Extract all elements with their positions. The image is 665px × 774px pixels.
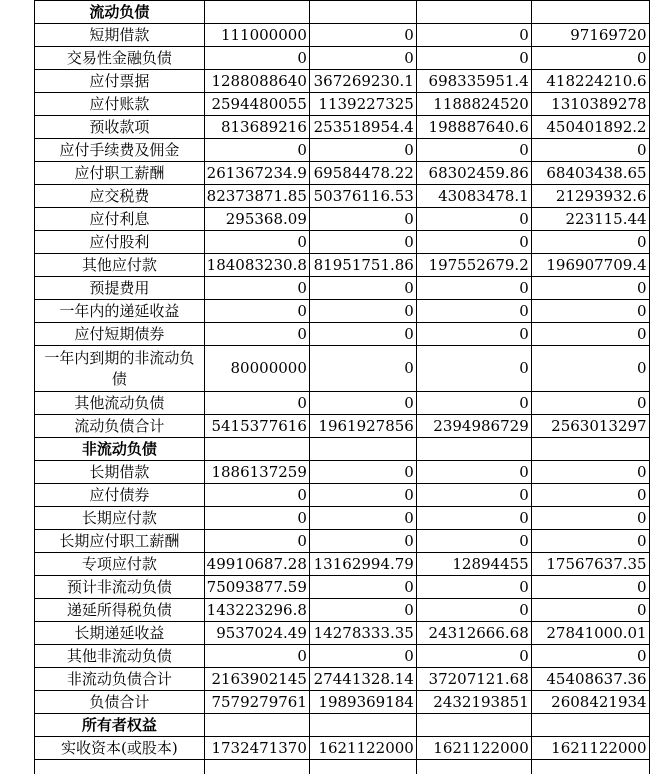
value-cell[interactable]: 1886137259 [204, 461, 309, 484]
value-cell[interactable]: 49910687.28 [204, 553, 309, 576]
value-cell[interactable]: 0 [416, 231, 531, 254]
table-row [0, 300, 665, 323]
row-label[interactable]: 交易性金融负债 [35, 47, 205, 70]
value-cell[interactable]: 0 [204, 530, 309, 553]
value-cell[interactable]: 0 [309, 507, 416, 530]
value-cell[interactable]: 37207121.68 [416, 668, 531, 691]
value-cell[interactable]: 12894455 [416, 553, 531, 576]
row-label[interactable]: 应付手续费及佣金 [35, 139, 205, 162]
value-cell[interactable]: 97169720 [531, 24, 649, 47]
table-row [0, 185, 665, 208]
value-cell[interactable]: 0 [204, 231, 309, 254]
value-cell[interactable]: 698335951.4 [416, 70, 531, 93]
value-cell[interactable]: 1732471370 [204, 737, 309, 760]
table-row [0, 139, 665, 162]
row-label[interactable]: 应付债券 [35, 484, 205, 507]
value-cell[interactable]: 2432193851 [416, 691, 531, 714]
value-cell[interactable]: 1188824520 [416, 93, 531, 116]
section-header[interactable]: 非流动负债 [35, 438, 205, 461]
value-cell[interactable]: 0 [531, 576, 649, 599]
row-label[interactable]: 应付职工薪酬 [35, 162, 205, 185]
table-row [0, 323, 665, 346]
row-label[interactable]: 一年内的递延收益 [35, 300, 205, 323]
table-row [0, 208, 665, 231]
row-label[interactable]: 其他应付款 [35, 254, 205, 277]
table-row [0, 231, 665, 254]
value-cell[interactable]: 0 [416, 277, 531, 300]
value-cell[interactable]: 50376116.53 [309, 185, 416, 208]
section-row [0, 1, 665, 24]
value-cell[interactable]: 13162994.79 [309, 553, 416, 576]
row-label[interactable]: 其他流动负债 [35, 392, 205, 415]
value-cell[interactable]: 1139227325 [309, 93, 416, 116]
value-cell[interactable]: 0 [309, 392, 416, 415]
value-cell[interactable]: 0 [204, 139, 309, 162]
table-row [0, 645, 665, 668]
value-cell[interactable]: 813689216 [204, 116, 309, 139]
row-label[interactable]: 应付利息 [35, 208, 205, 231]
value-cell[interactable]: 0 [416, 461, 531, 484]
value-cell[interactable]: 0 [531, 139, 649, 162]
table-row [0, 116, 665, 139]
value-cell[interactable]: 0 [416, 576, 531, 599]
table-row [0, 47, 665, 70]
value-cell[interactable]: 81951751.86 [309, 254, 416, 277]
value-cell[interactable]: 1961927856 [309, 415, 416, 438]
row-label[interactable]: 递延所得税负债 [35, 599, 205, 622]
value-cell[interactable]: 0 [531, 323, 649, 346]
value-cell[interactable]: 17567637.35 [531, 553, 649, 576]
value-cell[interactable]: 223115.44 [531, 208, 649, 231]
value-cell[interactable]: 0 [309, 24, 416, 47]
value-cell[interactable]: 68403438.65 [531, 162, 649, 185]
value-cell[interactable]: 0 [309, 139, 416, 162]
value-cell[interactable]: 111000000 [204, 24, 309, 47]
section-header[interactable]: 流动负债 [35, 1, 205, 24]
table-row [0, 93, 665, 116]
section-row [0, 714, 665, 737]
value-cell[interactable]: 0 [204, 277, 309, 300]
table-row [0, 530, 665, 553]
row-label[interactable]: 预收款项 [35, 116, 205, 139]
value-cell[interactable]: 0 [531, 300, 649, 323]
table-row [0, 24, 665, 47]
value-cell[interactable]: 0 [204, 645, 309, 668]
value-cell[interactable]: 0 [416, 507, 531, 530]
table-row [0, 599, 665, 622]
value-cell[interactable]: 0 [416, 47, 531, 70]
value-cell[interactable]: 43083478.1 [416, 185, 531, 208]
value-cell[interactable]: 82373871.85 [204, 185, 309, 208]
empty-cell[interactable] [531, 1, 649, 24]
value-cell[interactable]: 0 [204, 47, 309, 70]
value-cell[interactable]: 418224210.6 [531, 70, 649, 93]
value-cell[interactable]: 0 [309, 47, 416, 70]
value-cell[interactable]: 2563013297 [531, 415, 649, 438]
value-cell[interactable]: 0 [416, 139, 531, 162]
empty-cell[interactable] [531, 438, 649, 461]
table-row [0, 484, 665, 507]
value-cell[interactable]: 0 [531, 346, 649, 392]
table-row [0, 415, 665, 438]
value-cell[interactable]: 261367234.9 [204, 162, 309, 185]
value-cell[interactable]: 0 [416, 392, 531, 415]
table-row [0, 553, 665, 576]
value-cell[interactable]: 0 [531, 507, 649, 530]
row-label[interactable]: 应付票据 [35, 70, 205, 93]
value-cell[interactable]: 0 [416, 208, 531, 231]
row-label[interactable]: 应付账款 [35, 93, 205, 116]
section-header[interactable]: 所有者权益 [35, 714, 205, 737]
section-row [0, 438, 665, 461]
row-label[interactable]: 长期借款 [35, 461, 205, 484]
row-label[interactable]: 长期递延收益 [35, 622, 205, 645]
row-label[interactable]: 其他非流动负债 [35, 645, 205, 668]
value-cell[interactable]: 68302459.86 [416, 162, 531, 185]
empty-cell[interactable] [309, 438, 416, 461]
row-label[interactable]: 长期应付款 [35, 507, 205, 530]
value-cell[interactable]: 14278333.35 [309, 622, 416, 645]
value-cell[interactable]: 0 [531, 392, 649, 415]
value-cell[interactable]: 0 [309, 323, 416, 346]
value-cell[interactable]: 0 [309, 530, 416, 553]
value-cell[interactable]: 27441328.14 [309, 668, 416, 691]
empty-cell[interactable] [204, 1, 309, 24]
table-row [0, 254, 665, 277]
value-cell[interactable]: 5415377616 [204, 415, 309, 438]
value-cell[interactable]: 0 [309, 300, 416, 323]
row-label[interactable]: 实收资本(或股本) [35, 737, 205, 760]
empty-cell[interactable] [204, 714, 309, 737]
value-cell[interactable]: 21293932.6 [531, 185, 649, 208]
table-row [0, 162, 665, 185]
value-cell[interactable]: 0 [416, 24, 531, 47]
value-cell[interactable]: 0 [416, 300, 531, 323]
table-row [0, 622, 665, 645]
empty-cell[interactable] [309, 1, 416, 24]
table-row [0, 691, 665, 714]
value-cell[interactable]: 450401892.2 [531, 116, 649, 139]
value-cell[interactable]: 0 [416, 346, 531, 392]
value-cell[interactable]: 0 [531, 277, 649, 300]
table-row [0, 737, 665, 760]
value-cell[interactable]: 196907709.4 [531, 254, 649, 277]
value-cell[interactable]: 0 [204, 484, 309, 507]
value-cell[interactable]: 0 [531, 484, 649, 507]
row-label[interactable]: 专项应付款 [35, 553, 205, 576]
value-cell[interactable]: 1621122000 [309, 737, 416, 760]
row-label[interactable]: 负债合计 [35, 691, 205, 714]
row-label[interactable]: 非流动负债合计 [35, 668, 205, 691]
value-cell[interactable]: 0 [531, 645, 649, 668]
value-cell[interactable]: 295368.09 [204, 208, 309, 231]
value-cell[interactable]: 143223296.8 [204, 599, 309, 622]
row-label[interactable]: 流动负债合计 [35, 415, 205, 438]
empty-cell[interactable] [416, 438, 531, 461]
value-cell[interactable]: 0 [531, 47, 649, 70]
value-cell[interactable]: 1621122000 [416, 737, 531, 760]
empty-cell[interactable] [416, 714, 531, 737]
value-cell[interactable]: 69584478.22 [309, 162, 416, 185]
value-cell[interactable]: 0 [416, 323, 531, 346]
table-row [0, 461, 665, 484]
value-cell[interactable]: 0 [309, 645, 416, 668]
value-cell[interactable]: 184083230.8 [204, 254, 309, 277]
value-cell[interactable]: 1310389278 [531, 93, 649, 116]
value-cell[interactable]: 197552679.2 [416, 254, 531, 277]
empty-cell[interactable] [309, 714, 416, 737]
value-cell[interactable]: 0 [204, 392, 309, 415]
value-cell[interactable]: 80000000 [204, 346, 309, 392]
row-label[interactable]: 应交税费 [35, 185, 205, 208]
value-cell[interactable]: 2594480055 [204, 93, 309, 116]
empty-cell[interactable] [204, 438, 309, 461]
value-cell[interactable]: 0 [416, 599, 531, 622]
value-cell[interactable]: 7579279761 [204, 691, 309, 714]
value-cell[interactable]: 367269230.1 [309, 70, 416, 93]
value-cell[interactable]: 0 [309, 346, 416, 392]
value-cell[interactable]: 0 [309, 208, 416, 231]
table-row [0, 507, 665, 530]
row-label[interactable]: 预提费用 [35, 277, 205, 300]
value-cell[interactable]: 0 [204, 323, 309, 346]
row-label[interactable]: 应付短期债券 [35, 323, 205, 346]
value-cell[interactable]: 198887640.6 [416, 116, 531, 139]
value-cell[interactable]: 253518954.4 [309, 116, 416, 139]
value-cell[interactable]: 0 [531, 461, 649, 484]
value-cell[interactable]: 27841000.01 [531, 622, 649, 645]
value-cell[interactable]: 0 [531, 599, 649, 622]
value-cell[interactable]: 1288088640 [204, 70, 309, 93]
value-cell[interactable]: 0 [204, 300, 309, 323]
row-label[interactable]: 短期借款 [35, 24, 205, 47]
empty-cell[interactable] [416, 1, 531, 24]
value-cell[interactable]: 0 [531, 530, 649, 553]
row-label[interactable]: 预计非流动负债 [35, 576, 205, 599]
row-label[interactable]: 应付股利 [35, 231, 205, 254]
value-cell[interactable]: 2394986729 [416, 415, 531, 438]
value-cell[interactable]: 1989369184 [309, 691, 416, 714]
value-cell[interactable]: 0 [309, 461, 416, 484]
value-cell[interactable]: 0 [309, 277, 416, 300]
table-row [0, 668, 665, 691]
value-cell[interactable]: 0 [309, 599, 416, 622]
row-label[interactable]: 长期应付职工薪酬 [35, 530, 205, 553]
empty-cell[interactable] [531, 714, 649, 737]
table-row [0, 70, 665, 93]
table-row [0, 392, 665, 415]
value-cell[interactable]: 0 [204, 507, 309, 530]
value-cell[interactable]: 0 [416, 645, 531, 668]
value-cell[interactable]: 0 [309, 484, 416, 507]
value-cell[interactable]: 2608421934 [531, 691, 649, 714]
value-cell[interactable]: 0 [416, 530, 531, 553]
row-label[interactable]: 一年内到期的非流动负债 [35, 346, 205, 392]
table-row [0, 576, 665, 599]
value-cell[interactable]: 0 [309, 576, 416, 599]
value-cell[interactable]: 0 [309, 231, 416, 254]
value-cell[interactable]: 2163902145 [204, 668, 309, 691]
table-row [0, 346, 665, 392]
value-cell[interactable]: 0 [531, 231, 649, 254]
value-cell[interactable]: 0 [416, 484, 531, 507]
value-cell[interactable]: 9537024.49 [204, 622, 309, 645]
value-cell[interactable]: 75093877.59 [204, 576, 309, 599]
table-row [0, 277, 665, 300]
value-cell[interactable]: 1621122000 [531, 737, 649, 760]
value-cell[interactable]: 45408637.36 [531, 668, 649, 691]
value-cell[interactable]: 24312666.68 [416, 622, 531, 645]
